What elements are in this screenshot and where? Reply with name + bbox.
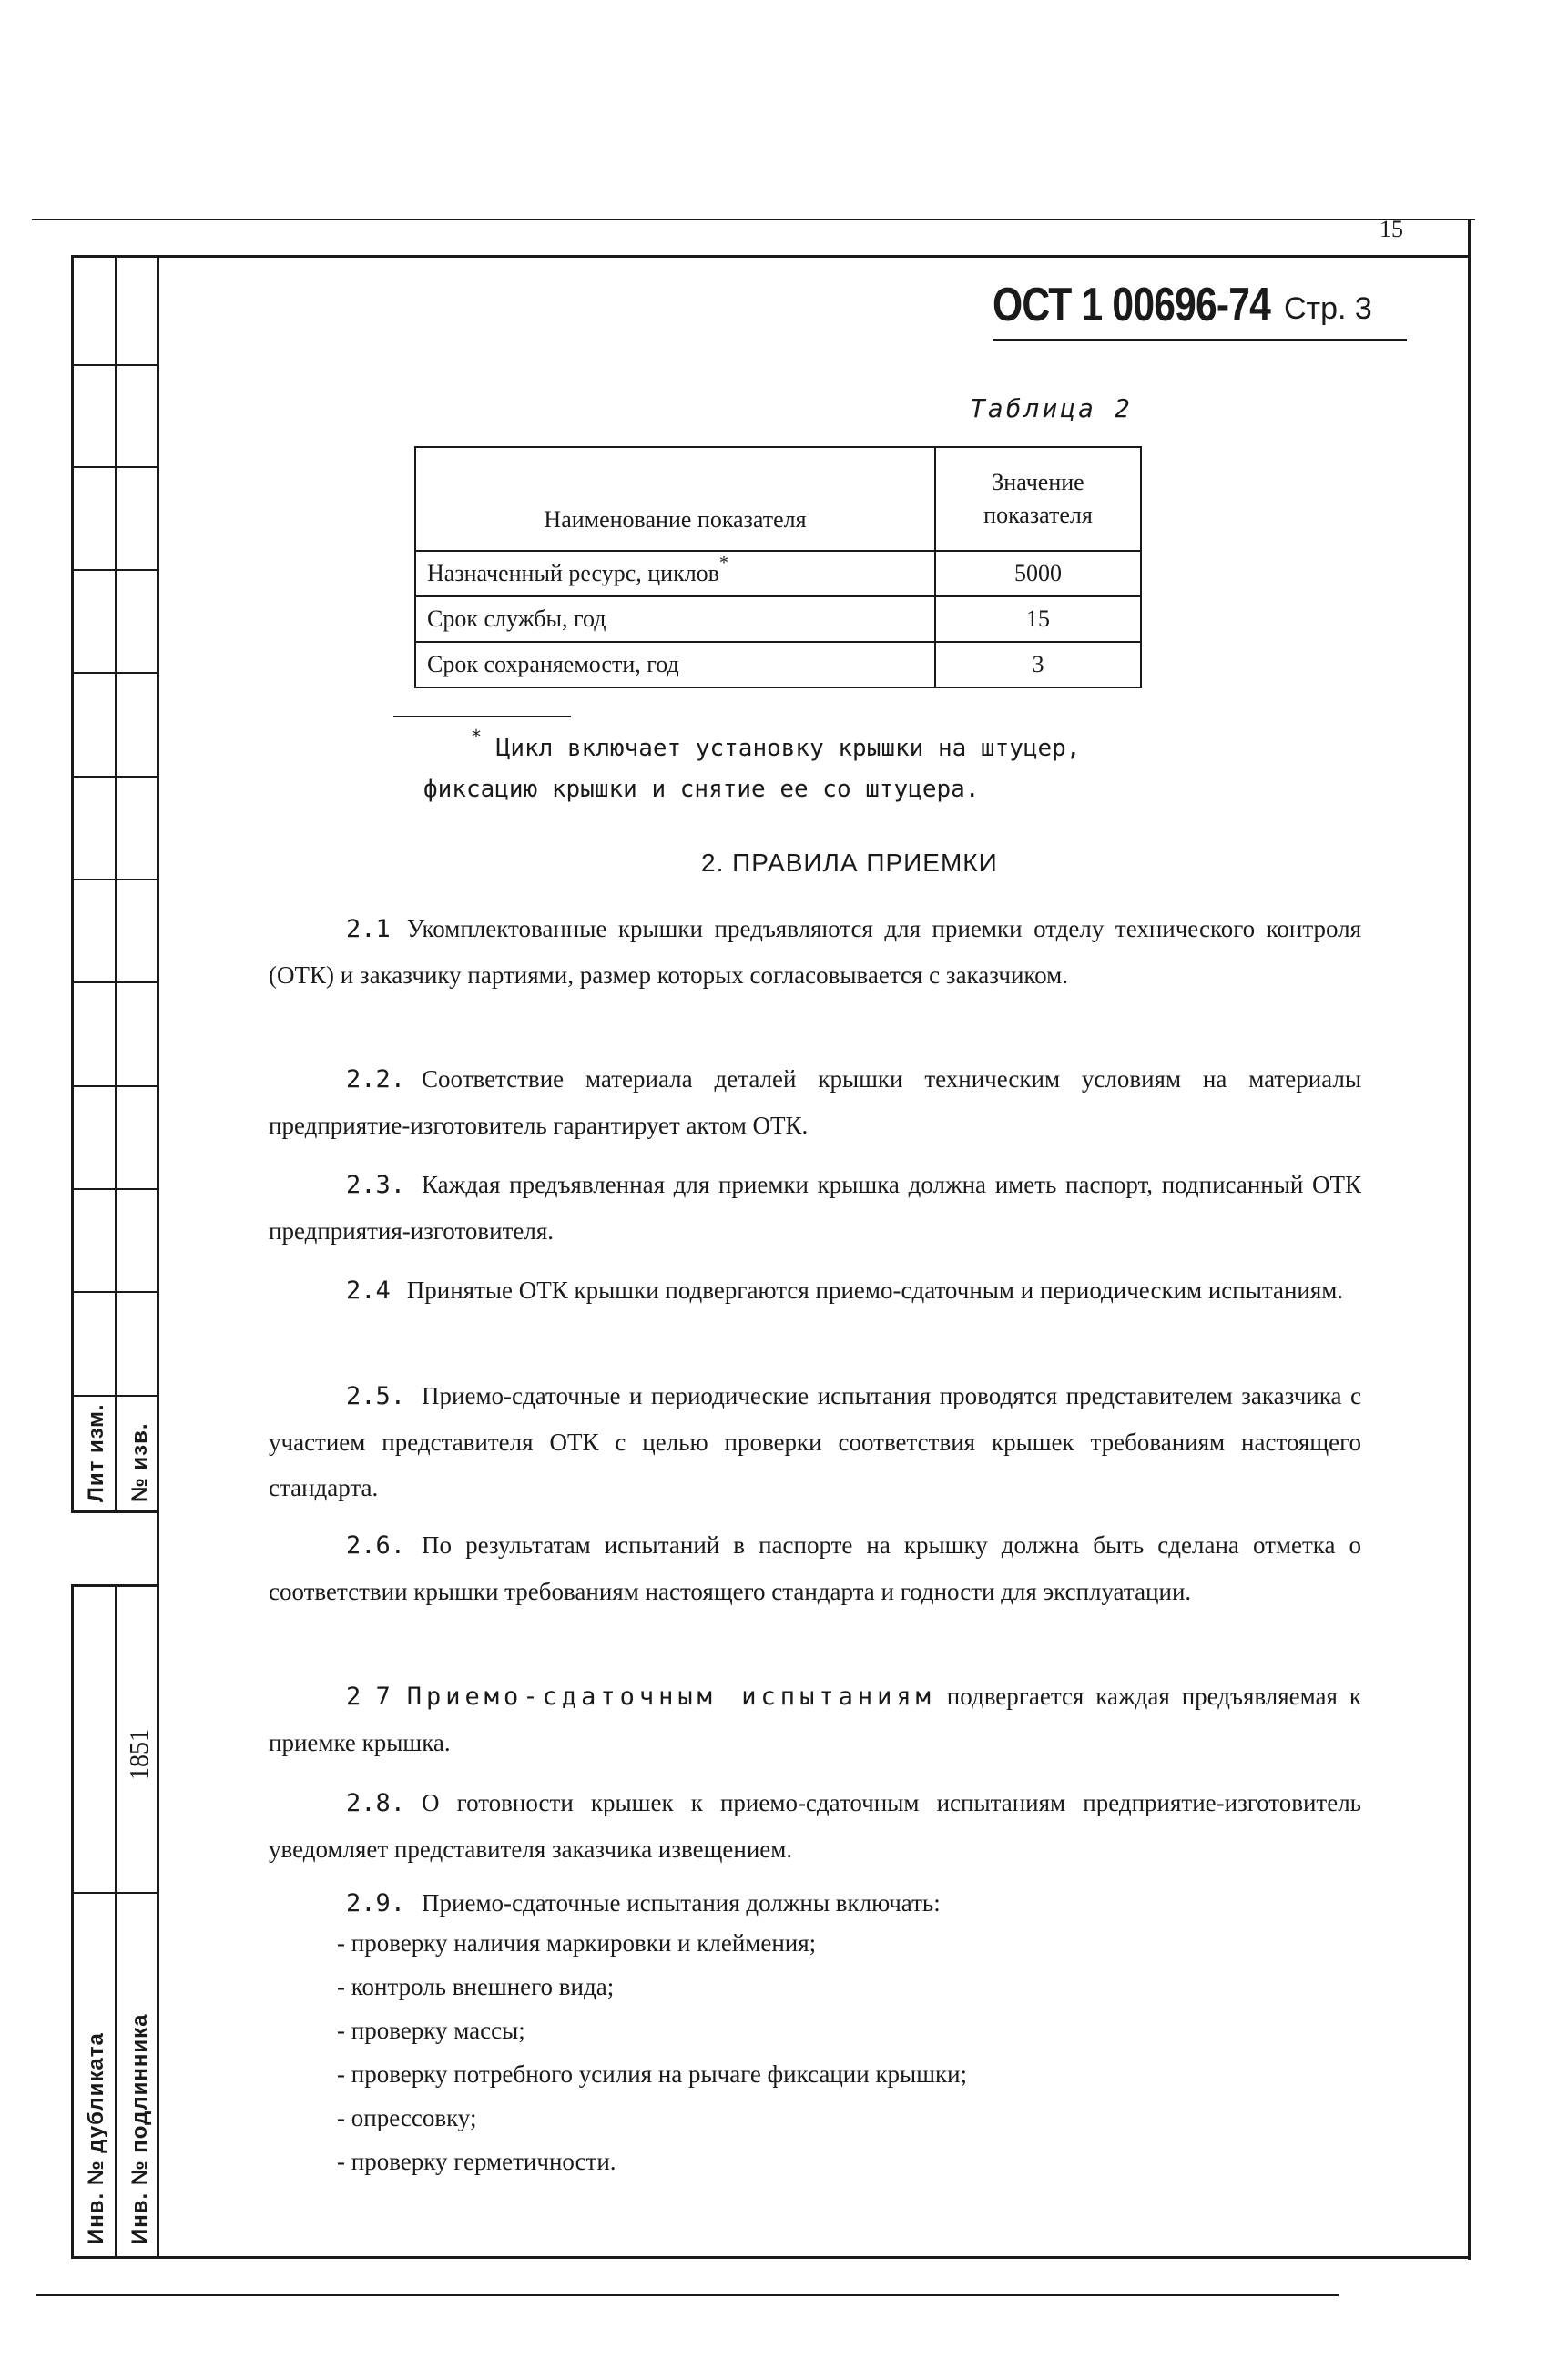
margin-row-11 <box>71 1395 159 1397</box>
list-item: - проверку герметичности. <box>337 2148 616 2175</box>
paragraph-2-3 <box>269 1162 1361 1254</box>
margin-inv-number: 1851 <box>126 1729 154 1780</box>
paragraph-spaced-text: Приемо-сдаточным испытаниям <box>406 1683 935 1711</box>
paragraph-number: 2.4 <box>346 1276 391 1305</box>
margin-row-4 <box>71 672 159 674</box>
paragraph-number: 2.3. <box>346 1171 406 1199</box>
footnote-line-2: фиксацию крышки и снятие ее со штуцера. <box>423 776 980 803</box>
paragraph-2-2 <box>269 1056 1361 1148</box>
paragraph-number: 2.6. <box>346 1531 406 1560</box>
list-item: - опрессовку; <box>337 2104 477 2131</box>
footnote-rule <box>393 716 571 717</box>
paragraph-2-4 <box>269 1267 1361 1314</box>
paragraph-text: По результатам испытаний в паспорте на крышку должна быть сделана отметка о соответствии крышки требованиям настоящего стандарта и годности для эксплуатации. <box>269 1531 1361 1605</box>
margin-lit-izm: Лит изм. <box>84 1403 108 1502</box>
table-cell-value: 5000 <box>935 551 1141 596</box>
list-item: - проверку массы; <box>337 2017 525 2044</box>
list-item: - проверку потребного усилия на рычаге фиксации крышки; <box>337 2060 968 2088</box>
table-cell-name: Назначенный ресурс, циклов* <box>415 551 935 596</box>
paragraph-2-9 <box>269 1880 1361 1927</box>
paragraph-2-7 <box>269 1673 1361 1765</box>
table-caption: Таблица 2 <box>970 393 1133 423</box>
paragraph-number: 2.1 <box>346 915 391 943</box>
paragraph-2-6 <box>269 1522 1361 1614</box>
table-header-value: Значение показателя <box>935 447 1141 551</box>
section-title: 2. ПРАВИЛА ПРИЕМКИ <box>701 849 998 877</box>
table-row <box>415 642 1141 687</box>
table-row <box>415 596 1141 642</box>
paragraph-text: О готовности крышек к приемо-сдаточным испытаниям предприятие-изготовитель уведомляет представителя заказчика извещением. <box>269 1789 1361 1863</box>
margin-line-2 <box>115 255 117 1511</box>
paragraph-number: 2.8. <box>346 1789 406 1817</box>
margin-row-6 <box>71 879 159 880</box>
margin-row-9 <box>71 1188 159 1190</box>
test-list <box>337 1921 967 2183</box>
header-underline <box>993 339 1407 341</box>
paragraph-text: Приемо-сдаточные испытания должны включать: <box>422 1889 941 1917</box>
doc-page-label: Стр. 3 <box>1284 291 1372 326</box>
margin-no-izv: № изв. <box>127 1422 152 1502</box>
margin-row-8 <box>71 1085 159 1087</box>
table-cell-value: 15 <box>935 596 1141 642</box>
margin-row-12 <box>71 1510 159 1513</box>
top-outer-rule <box>32 219 1475 220</box>
doc-code: ОСТ 1 00696-74 <box>993 279 1271 331</box>
frame-bottom <box>71 2256 1471 2259</box>
frame-top <box>71 255 1470 258</box>
list-item: - проверку наличия маркировки и клеймения; <box>337 1929 817 1957</box>
table-cell-name: Срок службы, год <box>415 596 935 642</box>
bottom-outer-rule <box>36 2294 1339 2296</box>
paragraph-number: 2.5. <box>346 1382 406 1410</box>
margin-lower-2 <box>115 1584 117 2258</box>
margin-row-3 <box>71 569 159 571</box>
margin-row-1 <box>71 364 159 366</box>
page-number: 15 <box>1380 216 1403 242</box>
paragraph-number: 2.2. <box>346 1065 406 1093</box>
margin-line-3 <box>157 255 159 2258</box>
margin-lower-mid <box>71 1892 159 1894</box>
margin-line-1 <box>71 255 74 1511</box>
paragraph-2-1 <box>269 906 1361 998</box>
margin-inv-dubl: Инв. № дубликата <box>84 2032 108 2244</box>
margin-lower-1 <box>71 1584 74 2258</box>
table-header-name: Наименование показателя <box>415 447 935 551</box>
list-item: - контроль внешнего вида; <box>337 1973 615 2000</box>
footnote-mark: * <box>718 553 728 573</box>
table-header-row <box>415 447 1141 551</box>
margin-inv-podl: Инв. № подлинника <box>127 2013 152 2244</box>
footnote <box>423 728 1261 809</box>
table-cell-value: 3 <box>935 642 1141 687</box>
frame-right <box>1468 220 1471 2260</box>
paragraph-2-8 <box>269 1780 1361 1872</box>
margin-row-7 <box>71 981 159 983</box>
paragraph-number: 2 7 <box>346 1683 391 1711</box>
paragraph-text: Принятые ОТК крышки подвергаются приемо-сдаточным и периодическим испытаниям. <box>406 1276 1344 1304</box>
paragraph-text: Приемо-сдаточные и периодические испытания проводятся представителем заказчика с участием представителя ОТК с целью проверки соответствия крышек требованиям настоящего стандарта. <box>269 1382 1361 1501</box>
footnote-mark: * <box>471 726 483 748</box>
footnote-line-1: * Цикл включает установку крышки на штуцер, <box>471 726 1081 762</box>
margin-row-10 <box>71 1291 159 1293</box>
spec-table <box>414 446 1142 688</box>
margin-row-5 <box>71 776 159 778</box>
paragraph-text: Соответствие материала деталей крышки техническим условиям на материалы предприятие-изготовитель гарантирует актом ОТК. <box>269 1065 1361 1139</box>
paragraph-text: Укомплектованные крышки предъявляются для приемки отделу технического контроля (ОТК) и заказчику партиями, размер которых согласовывается с заказчиком. <box>269 915 1361 989</box>
margin-row-2 <box>71 466 159 468</box>
paragraph-2-5 <box>269 1373 1361 1510</box>
table-row <box>415 551 1141 596</box>
paragraph-number: 2.9. <box>346 1889 406 1917</box>
paragraph-text: подвергается каждая предъявляемая к приемке крышка. <box>269 1683 1362 1756</box>
margin-lower-top <box>71 1584 159 1587</box>
paragraph-text: Каждая предъявленная для приемки крышка должна иметь паспорт, подписанный ОТК предприятия-изготовителя. <box>269 1171 1361 1245</box>
table-cell-name: Срок сохраняемости, год <box>415 642 935 687</box>
